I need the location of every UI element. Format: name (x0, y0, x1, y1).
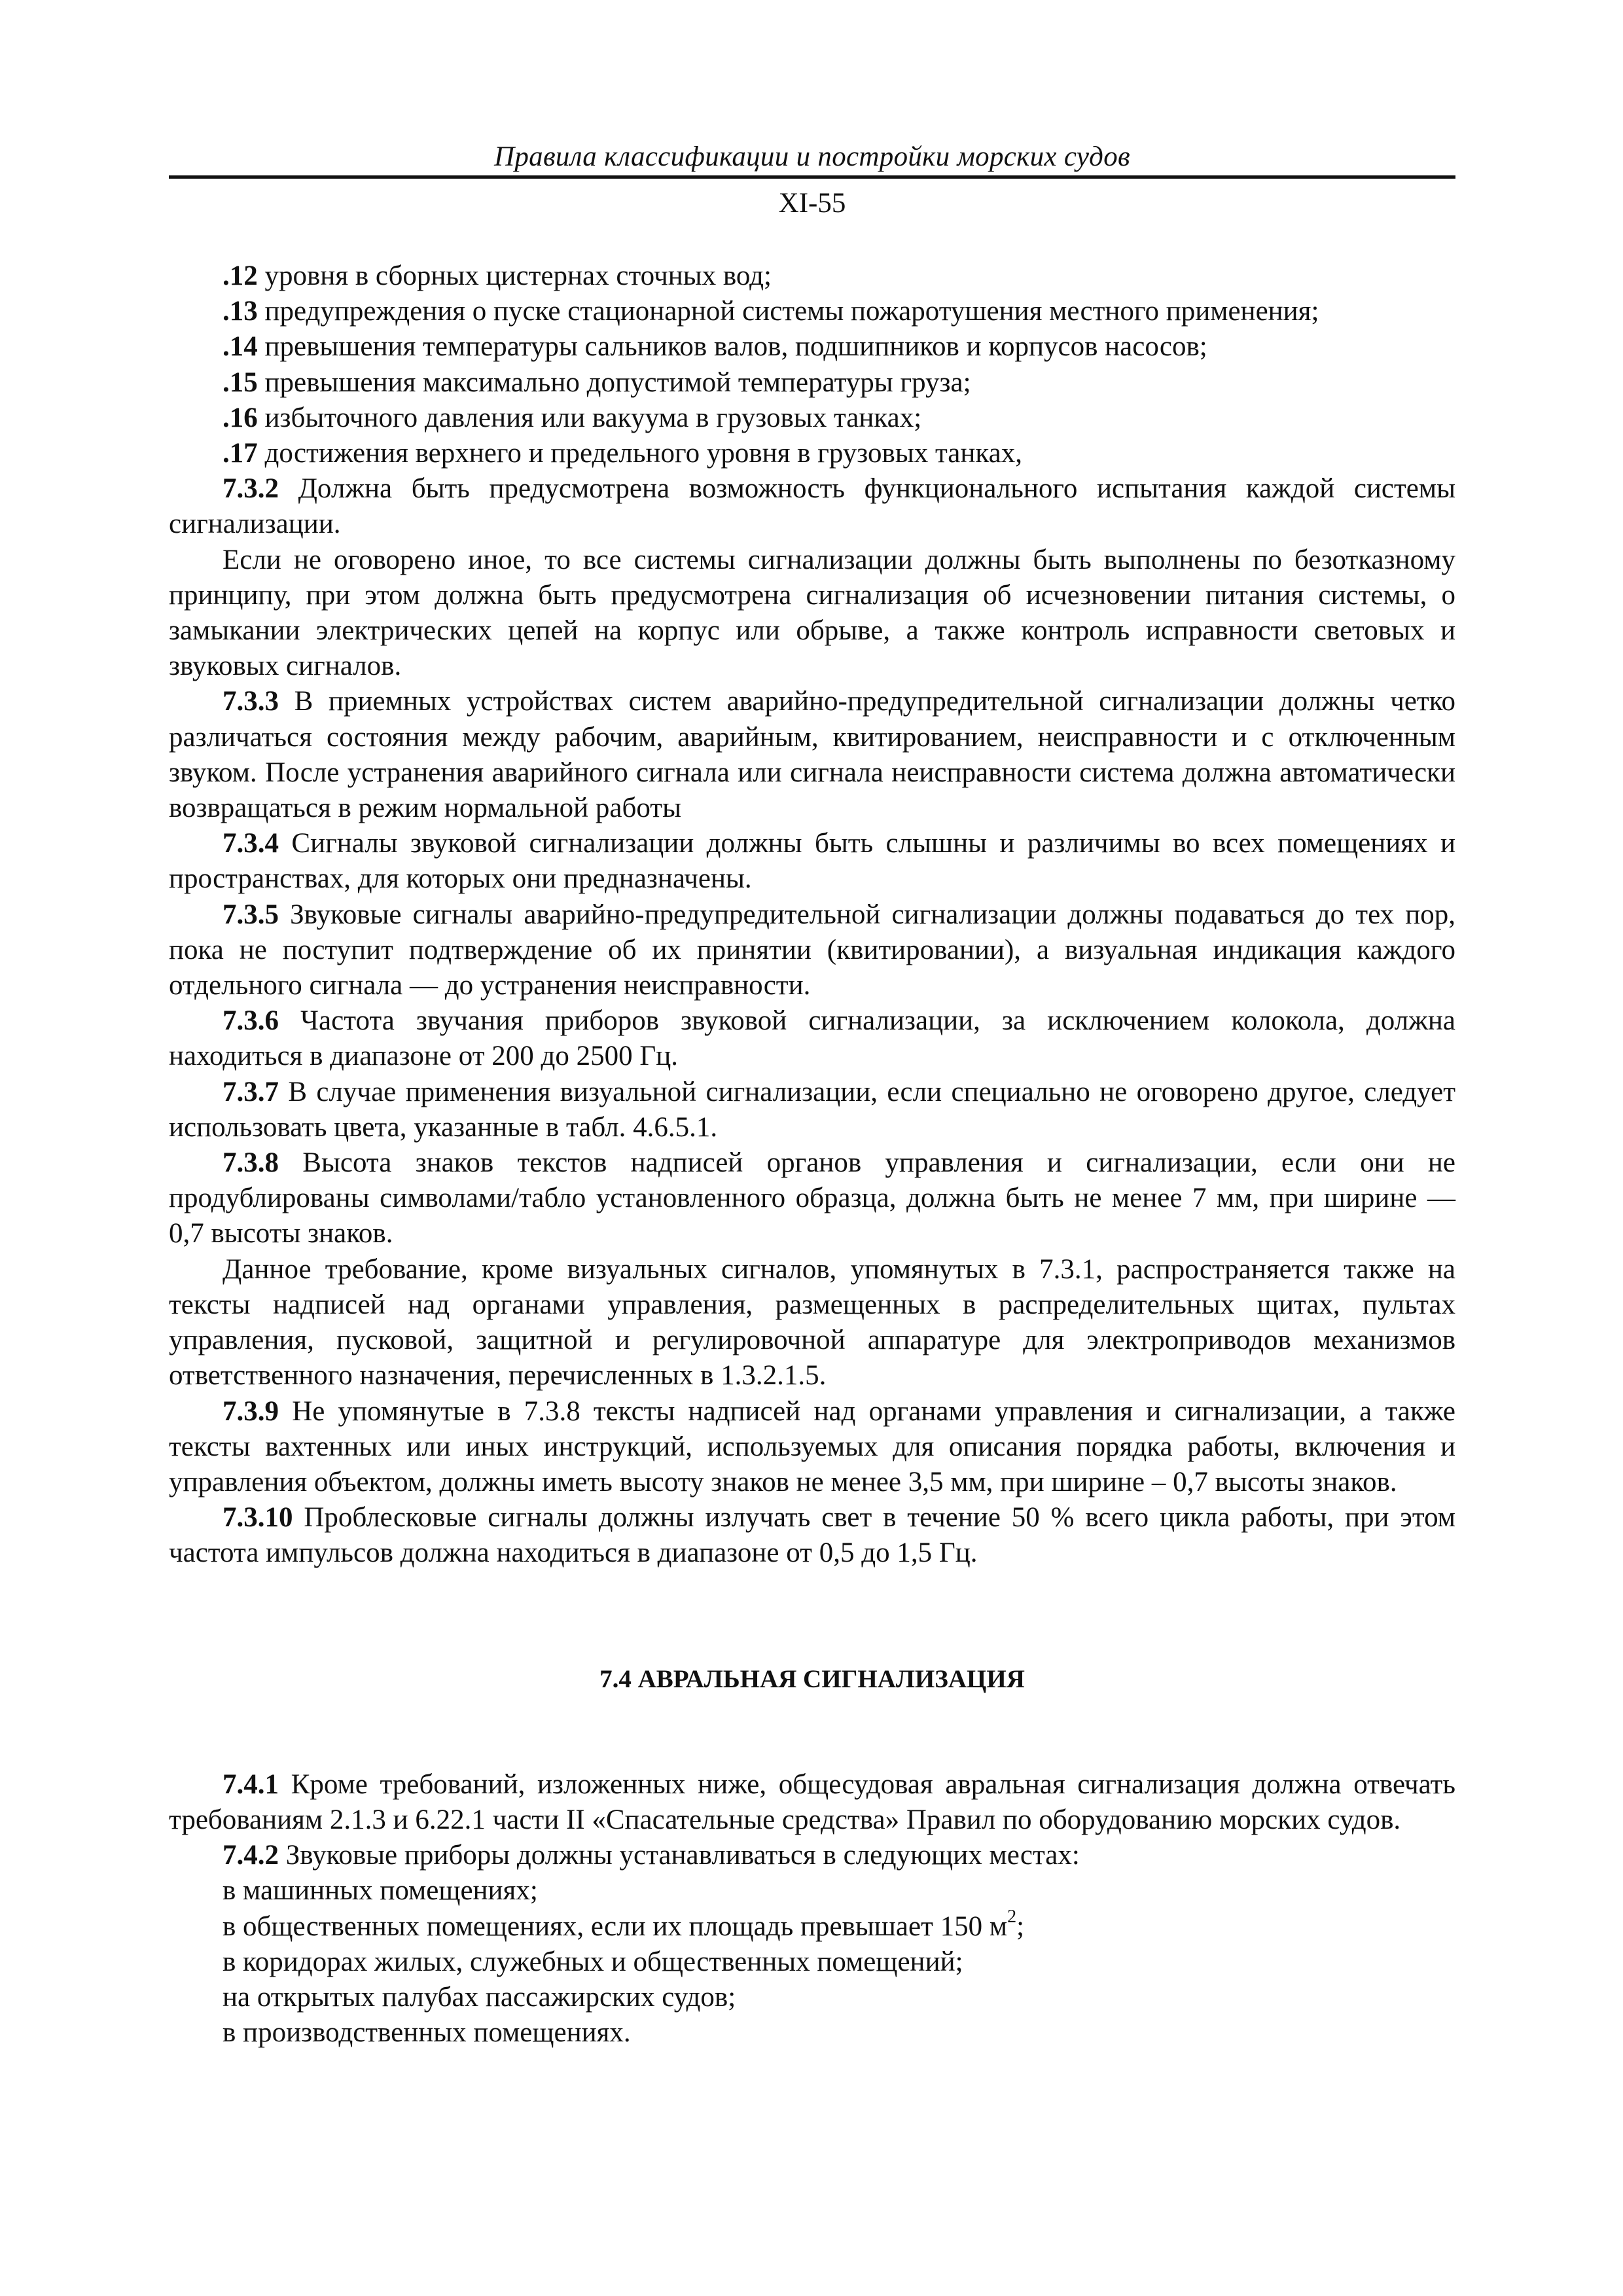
document-body (169, 259, 1455, 2051)
location-item: в машинных помещениях; (223, 1875, 538, 1907)
clause-text: Высота знаков текстов надписей органов управления и сигнализации, если они не продублированы символами/табло установленного образца, должна быть не менее 7 мм, при ширине — 0,7 высоты знаков. (169, 1147, 1455, 1249)
list-item-14 (169, 329, 1455, 365)
clause-number: 7.3.7 (223, 1076, 279, 1107)
clause-7-3-2-note: Если не оговорено иное, то все системы сигнализации должны быть выполнены по безотказному принципу, при этом должна быть предусмотрена сигнализация об исчезновении питания системы, о замыкании электрических цепей на корпус или обрыве, а также контроль исправности световых и звуковых сигналов. (169, 544, 1455, 682)
clause-text: В случае применения визуальной сигнализации, если специально не оговорено другое, следует использовать цвета, указанные в табл. 4.6.5.1. (169, 1076, 1455, 1143)
header-divider (169, 175, 1455, 179)
clause-text: Проблесковые сигналы должны излучать свет в течение 50 % всего цикла работы, при этом частота импульсов должна находиться в диапазоне от 0,5 до 1,5 Гц. (169, 1502, 1455, 1569)
clause-7-4-1 (169, 1767, 1455, 1838)
list-item-13 (169, 294, 1455, 329)
clause-number: 7.3.3 (223, 686, 279, 717)
item-number: .12 (223, 260, 258, 291)
clause-7-3-8-note: Данное требование, кроме визуальных сигналов, упомянутых в 7.3.1, распространяется также на тексты надписей над органами управления, размещенных в распределительных щитах, пультах управления, пусковой, защитной и регулировочной аппаратуре для электроприводов механизмов ответственного назначения, перечисленных в 1.3.2.1.5. (169, 1253, 1455, 1391)
clause-number: 7.4.1 (223, 1768, 279, 1800)
clause-text: Сигналы звуковой сигнализации должны быть слышны и различимы во всех помещениях и пространствах, для которых они предназначены. (169, 828, 1455, 895)
clause-7-3-9 (169, 1394, 1455, 1501)
clause-text: Частота звучания приборов звуковой сигнализации, за исключением колокола, должна находиться в диапазоне от 200 до 2500 Гц. (169, 1005, 1455, 1072)
item-text: избыточного давления или вакуума в грузовых танках; (257, 402, 922, 433)
clause-7-3-6 (169, 1003, 1455, 1074)
clause-7-3-3 (169, 684, 1455, 826)
clause-text: В приемных устройствах систем аварийно-предупредительной сигнализации должны четко различаться состояния между рабочим, аварийным, квитированием, неисправности и с отключенным звуком. После устранения аварийного сигнала или сигнала неисправности система должна автоматически возвращаться в режим нормальной работы (169, 686, 1455, 824)
clause-number: 7.3.5 (223, 899, 279, 930)
clause-number: 7.3.8 (223, 1147, 279, 1179)
location-text: в общественных помещениях, если их площадь превышает 150 м (223, 1910, 1008, 1942)
clause-text: Кроме требований, изложенных ниже, общесудовая авральная сигнализация должна отвечать требованиям 2.1.3 и 6.22.1 части II «Спасательные средства» Правил по оборудованию морских судов. (169, 1768, 1455, 1835)
clause-number: 7.4.2 (223, 1840, 279, 1871)
clause-text: Звуковые сигналы аварийно-предупредительной сигнализации должны подаваться до тех пор, пока не поступит подтверждение об их принятии (квитировании), а визуальная индикация каждого отдельного сигнала — до устранения неисправности. (169, 899, 1455, 1001)
item-number: .13 (223, 296, 258, 327)
item-number: .17 (223, 438, 258, 469)
location-item: на открытых палубах пассажирских судов; (223, 1981, 736, 2013)
list-item-12 (169, 259, 1455, 294)
item-number: .15 (223, 367, 258, 398)
item-text: уровня в сборных цистернах сточных вод; (257, 260, 772, 291)
clause-7-3-8 (169, 1145, 1455, 1252)
clause-7-3-5 (169, 897, 1455, 1004)
list-item-16 (169, 401, 1455, 436)
clause-text: Должна быть предусмотрена возможность функционального испытания каждой системы сигнализации. (169, 473, 1455, 540)
item-text: превышения температуры сальников валов, подшипников и корпусов насосов; (257, 331, 1207, 363)
superscript: 2 (1007, 1907, 1017, 1928)
item-number: .14 (223, 331, 258, 363)
clause-7-4-2 (169, 1838, 1455, 1873)
clause-7-3-10 (169, 1500, 1455, 1571)
clause-7-3-7 (169, 1075, 1455, 1145)
location-tail: ; (1016, 1910, 1025, 1942)
location-item: в производственных помещениях. (223, 2017, 631, 2049)
location-item: в коридорах жилых, служебных и общественных помещений; (223, 1946, 963, 1977)
clause-number: 7.3.2 (223, 473, 279, 505)
section-heading-7-4: 7.4 АВРАЛЬНАЯ СИГНАЛИЗАЦИЯ (599, 1664, 1025, 1693)
clause-number: 7.3.4 (223, 828, 279, 859)
clause-number: 7.3.9 (223, 1395, 279, 1427)
item-text: предупреждения о пуске стационарной системы пожаротушения местного применения; (257, 296, 1319, 327)
clause-7-3-2 (169, 471, 1455, 542)
list-item-15 (169, 365, 1455, 401)
location-item (169, 1909, 1455, 1945)
item-text: превышения максимально допустимой температуры груза; (257, 367, 971, 398)
clause-text: Звуковые приборы должны устанавливаться в следующих местах: (279, 1840, 1080, 1871)
clause-text: Не упомянутые в 7.3.8 тексты надписей над органами управления и сигнализации, а также тексты вахтенных или иных инструкций, используемых для описания порядка работы, включения и управления объектом, должны иметь высоту знаков не менее 3,5 мм, при ширине – 0,7 высоты знаков. (169, 1395, 1455, 1498)
item-number: .16 (223, 402, 258, 433)
list-item-17 (169, 436, 1455, 471)
clause-number: 7.3.10 (223, 1502, 293, 1534)
page-number: XI-55 (778, 188, 846, 219)
item-text: достижения верхнего и предельного уровня в грузовых танках, (257, 438, 1022, 469)
clause-number: 7.3.6 (223, 1005, 279, 1037)
clause-7-3-4 (169, 826, 1455, 897)
running-header-title: Правила классификации и постройки морских судов (494, 141, 1130, 172)
